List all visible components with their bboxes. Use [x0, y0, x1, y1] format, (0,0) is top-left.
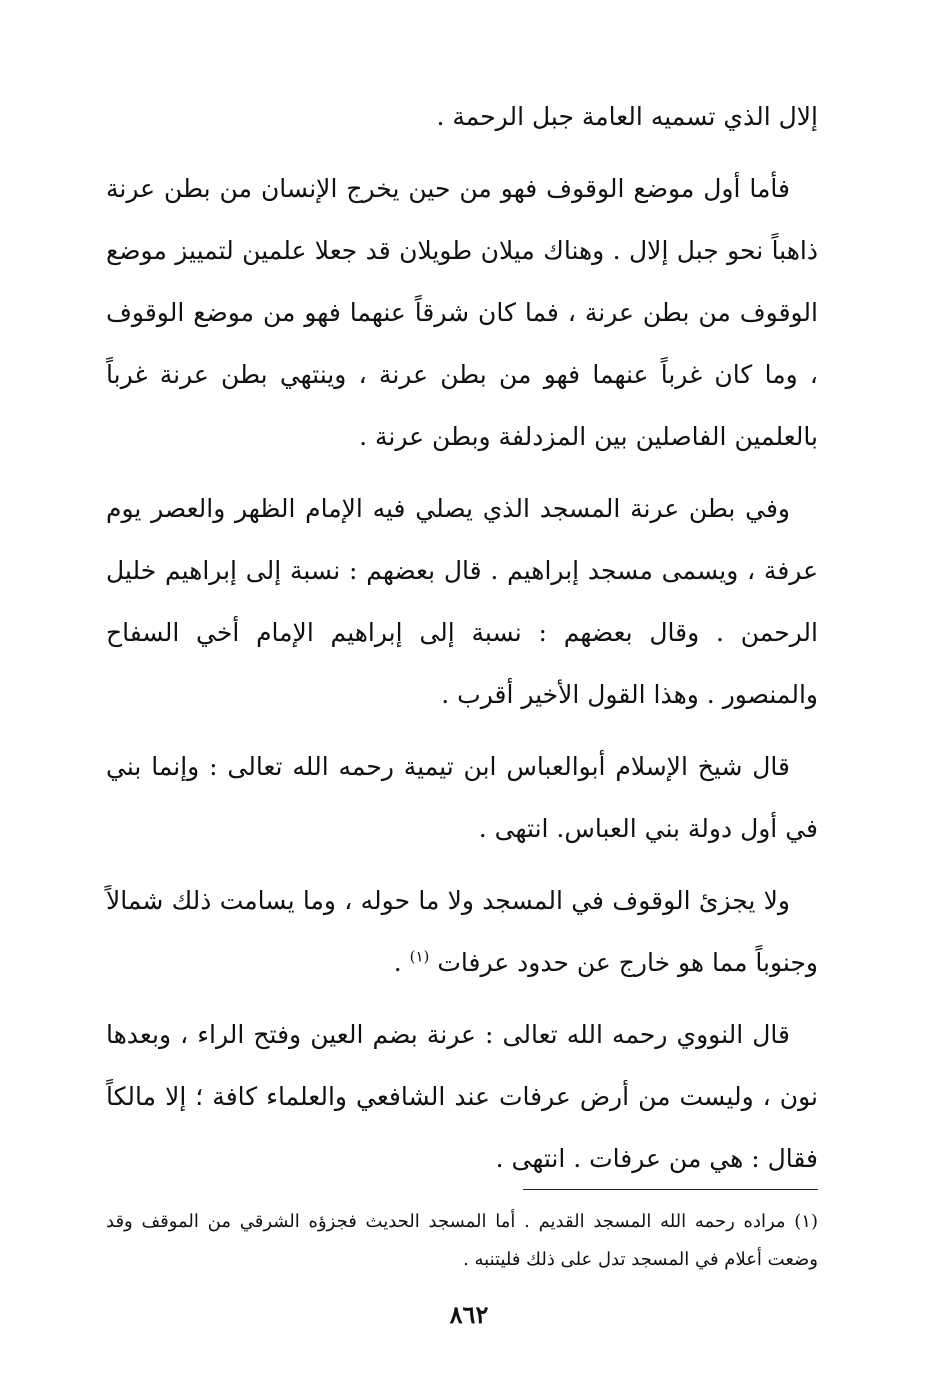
paragraph-2: فأما أول موضع الوقوف فهو من حين يخرج الإنسان من بطن عرنة ذاهباً نحو جبل إلال . وهناك ميلان طويلان قد جعلا علمين لتمييز موضع الوقوف من بطن عرنة ، فما كان شرقاً عنهما فهو من موضع الوقوف ، وما كان غرباً عنهما فهو من بطن عرنة ، وينتهي بطن عرنة غرباً بالعلمين الفاصلين بين المزدلفة وبطن عرنة . — [106, 174, 818, 451]
paragraph-1: إلال الذي تسميه العامة جبل الرحمة . — [436, 102, 818, 131]
footnotes — [106, 1203, 818, 1279]
footnote-divider — [523, 1189, 818, 1190]
body-text — [106, 86, 818, 1190]
footnote-1: (١) مراده رحمه الله المسجد القديم . أما المسجد الحديث فجزؤه الشرقي من الموقف وقد وضعت أعلام في المسجد تدل على ذلك فليتنبه . — [106, 1211, 818, 1270]
footnote-reference[interactable]: (١) — [409, 947, 430, 966]
paragraph-6: قال النووي رحمه الله تعالى : عرنة بضم العين وفتح الراء ، وبعدها نون ، وليست من أرض عرفات عند الشافعي والعلماء كافة ؛ إلا مالكاً فقال : هي من عرفات . انتهى . — [106, 1020, 818, 1173]
paragraph-5-end: . — [393, 948, 410, 977]
paragraph-3: وفي بطن عرنة المسجد الذي يصلي فيه الإمام الظهر والعصر يوم عرفة ، ويسمى مسجد إبراهيم . قال بعضهم : نسبة إلى إبراهيم خليل الرحمن . وقال بعضهم : نسبة إلى إبراهيم الإمام أخي السفاح والمنصور . وهذا القول الأخير أقرب . — [106, 494, 818, 709]
paragraph-5 — [106, 870, 818, 994]
paragraph-5-text: ولا يجزئ الوقوف في المسجد ولا ما حوله ، وما يسامت ذلك شمالاً وجنوباً مما هو خارج عن حدود عرفات — [106, 886, 818, 977]
paragraph-4: قال شيخ الإسلام أبوالعباس ابن تيمية رحمه الله تعالى : وإنما بني في أول دولة بني العباس. انتهى . — [106, 752, 818, 843]
page-number: ٨٦٢ — [449, 1300, 489, 1329]
